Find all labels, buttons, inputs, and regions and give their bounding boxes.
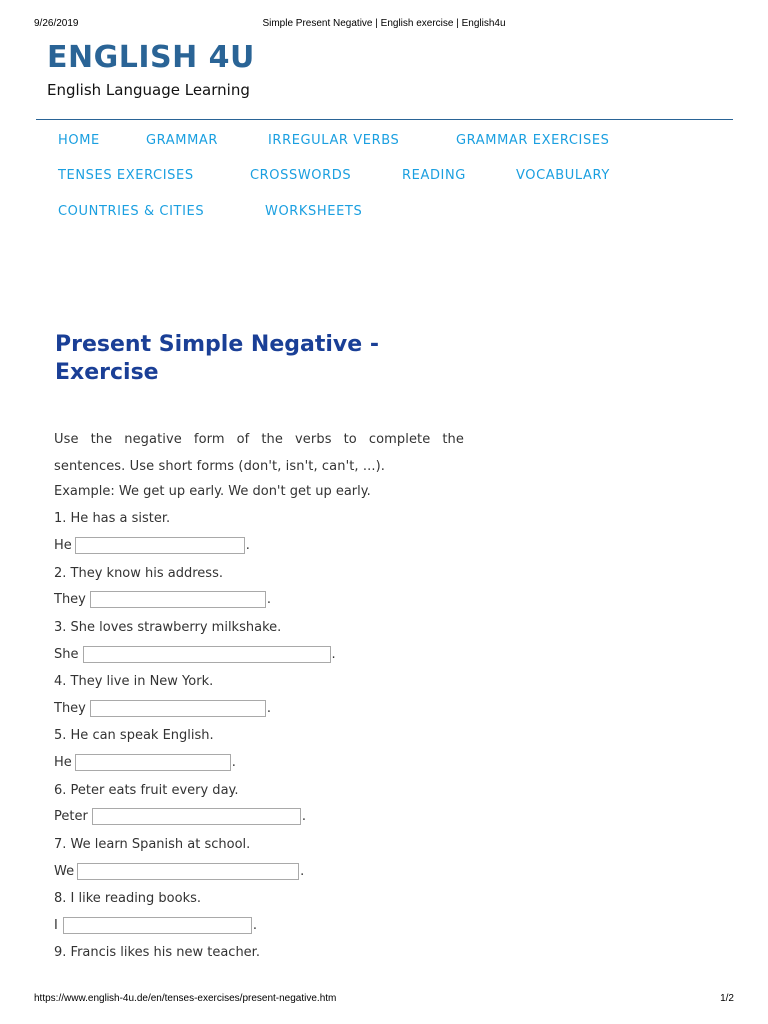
question-5-answer-input[interactable] <box>75 754 231 771</box>
question-1-answer-input[interactable] <box>75 537 245 554</box>
question-5-sentence: 5. He can speak English. <box>54 728 214 743</box>
question-6-answer-row <box>54 808 306 825</box>
question-8-period: . <box>252 918 257 933</box>
question-7-answer-input[interactable] <box>77 863 299 880</box>
question-3-answer-input[interactable] <box>83 646 331 663</box>
page-title <box>55 331 455 387</box>
question-4-subject: They <box>54 701 86 716</box>
question-8-answer-input[interactable] <box>63 917 252 934</box>
exercise-example: Example: We get up early. We don't get up early. <box>54 484 371 499</box>
question-9-sentence: 9. Francis likes his new teacher. <box>54 945 260 960</box>
page-title-line-1: Present Simple Negative - <box>55 332 379 357</box>
question-5-subject: He <box>54 755 72 770</box>
print-page-number: 1/2 <box>720 993 734 1004</box>
question-3-sentence: 3. She loves strawberry milkshake. <box>54 620 282 635</box>
question-6-sentence: 6. Peter eats fruit every day. <box>54 783 239 798</box>
question-4-period: . <box>266 701 272 716</box>
print-footer-url: https://www.english-4u.de/en/tenses-exercises/present-negative.htm <box>34 993 337 1004</box>
question-4-answer-input[interactable] <box>90 700 266 717</box>
nav-item-home[interactable]: HOME <box>58 133 100 148</box>
question-2-sentence: 2. They know his address. <box>54 566 223 581</box>
question-1-sentence: 1. He has a sister. <box>54 511 171 526</box>
print-header <box>0 18 768 32</box>
nav-divider <box>36 119 733 120</box>
print-document-title: Simple Present Negative | English exercise | English4u <box>262 18 506 29</box>
question-8-sentence: 8. I like reading books. <box>54 891 202 906</box>
nav-item-vocabulary[interactable]: VOCABULARY <box>516 168 610 183</box>
question-1-period: . <box>245 538 250 553</box>
question-8-subject: I <box>54 918 58 933</box>
nav-item-reading[interactable]: READING <box>402 168 466 183</box>
nav-item-irregular-verbs[interactable]: IRREGULAR VERBS <box>268 133 400 148</box>
question-7-answer-row <box>54 863 304 880</box>
nav-item-worksheets[interactable]: WORKSHEETS <box>265 204 363 219</box>
question-6-period: . <box>301 809 306 824</box>
question-4-answer-row <box>54 700 271 717</box>
question-4-sentence: 4. They live in New York. <box>54 674 214 689</box>
question-2-subject: They <box>54 592 86 607</box>
nav-item-tenses-exercises[interactable]: TENSES EXERCISES <box>58 168 194 183</box>
question-2-answer-row <box>54 591 271 608</box>
nav-item-grammar-exercises[interactable]: GRAMMAR EXERCISES <box>456 133 610 148</box>
page-title-line-2: Exercise <box>55 360 159 385</box>
question-2-period: . <box>266 592 272 607</box>
question-5-period: . <box>231 755 236 770</box>
question-3-answer-row <box>54 646 336 663</box>
question-3-period: . <box>331 647 336 662</box>
nav-item-crosswords[interactable]: CROSSWORDS <box>250 168 352 183</box>
question-7-subject: We <box>54 864 75 879</box>
site-subtitle: English Language Learning <box>47 81 250 99</box>
question-8-answer-row <box>54 917 257 934</box>
nav-item-countries-cities[interactable]: COUNTRIES & CITIES <box>58 204 205 219</box>
question-3-subject: She <box>54 647 79 662</box>
question-2-answer-input[interactable] <box>90 591 266 608</box>
question-6-answer-input[interactable] <box>92 808 301 825</box>
print-date: 9/26/2019 <box>34 18 79 29</box>
site-title[interactable]: ENGLISH 4U <box>47 40 255 75</box>
nav-item-grammar[interactable]: GRAMMAR <box>146 133 219 148</box>
question-6-subject: Peter <box>54 809 88 824</box>
question-5-answer-row <box>54 754 236 771</box>
question-1-answer-row <box>54 537 250 554</box>
question-1-subject: He <box>54 538 72 553</box>
exercise-instructions: Use the negative form of the verbs to complete the sentences. Use short forms (don't, isn't, can't, ...). <box>54 432 464 474</box>
question-7-period: . <box>300 864 305 879</box>
question-7-sentence: 7. We learn Spanish at school. <box>54 837 251 852</box>
